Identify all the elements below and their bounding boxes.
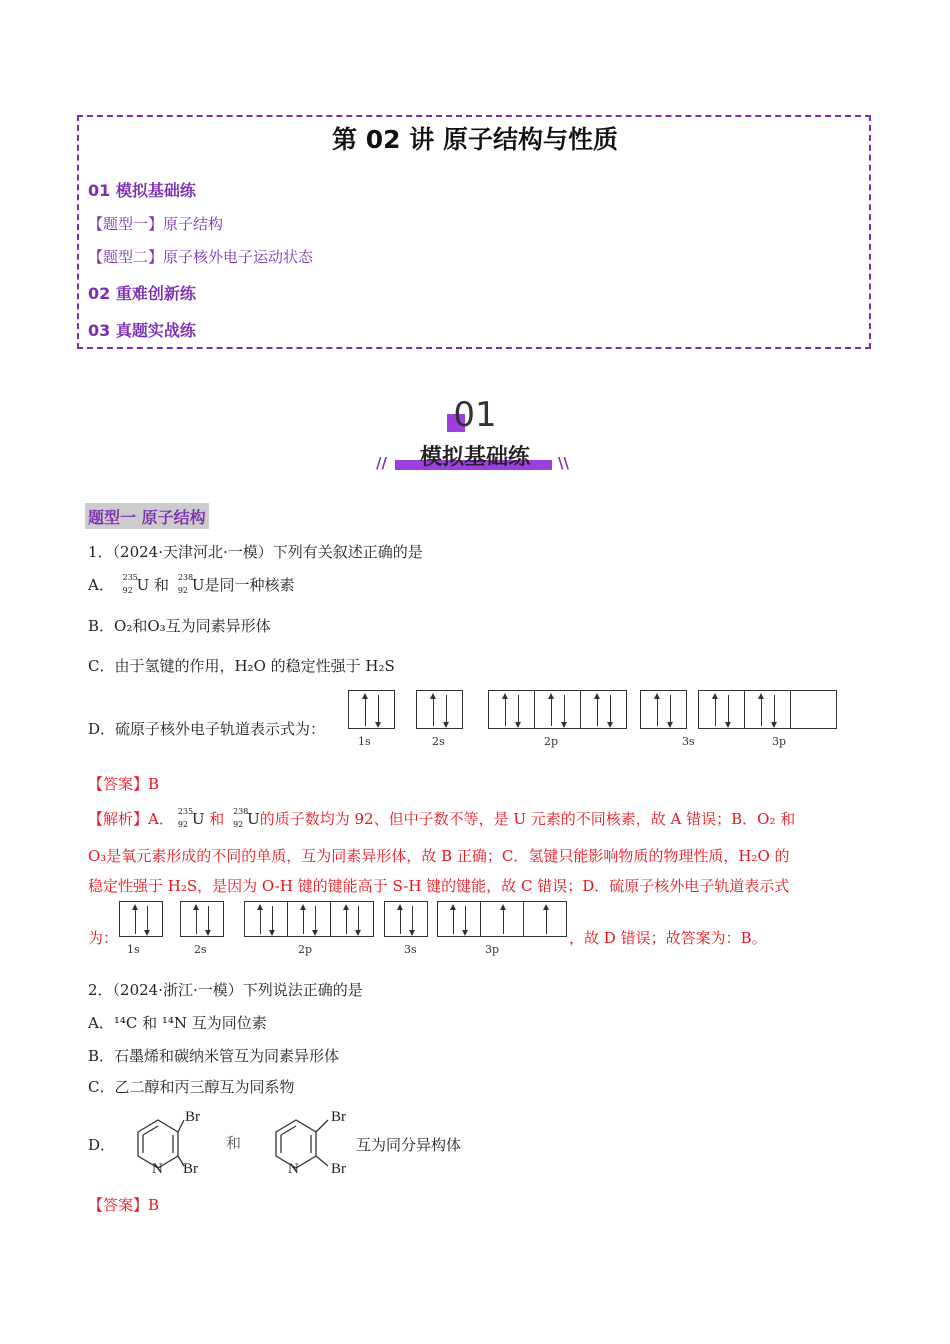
- q1-option-a: [88, 574, 295, 595]
- orbital-group-2s: [180, 901, 224, 937]
- spin-up-arrow: [761, 695, 762, 726]
- orbital-label-1s: 1s: [358, 735, 371, 748]
- spin-down-arrow: [465, 906, 466, 934]
- toc-item-type1[interactable]: 【题型一】原子结构: [88, 215, 224, 233]
- spin-down-arrow: [610, 695, 611, 726]
- q1-option-d: D．硫原子核外电子轨道表示式为：: [88, 720, 326, 738]
- q1-option-b: [88, 615, 271, 636]
- mol2-br-top: Br: [331, 1109, 346, 1125]
- q1-stem: 1．（2024·天津河北·一模）下列有关叙述正确的是: [88, 543, 423, 561]
- orbital-cell: [640, 690, 687, 729]
- spin-down-arrow: [446, 695, 447, 726]
- q1-option-c: C．由于氢键的作用，H₂O 的稳定性强于 H₂S: [88, 657, 395, 675]
- spin-down-arrow: [670, 695, 671, 726]
- orbital-cell: [348, 690, 395, 729]
- q1-a-sym1: U: [136, 576, 150, 594]
- spin-up-arrow: [260, 906, 261, 934]
- spin-up-arrow: [551, 695, 552, 726]
- spin-down-arrow: [412, 906, 413, 934]
- molecule-1-structure: [110, 1100, 210, 1180]
- orbital-cell: [244, 901, 288, 937]
- q2-stem: 2．（2024·浙江·一模）下列说法正确的是: [88, 981, 363, 999]
- orbital-cell: [180, 901, 224, 937]
- orbital-group-3s: [640, 690, 687, 729]
- orbital-label-2p: 2p: [298, 943, 313, 956]
- spin-down-arrow: [315, 906, 316, 934]
- page-title: 第 02 讲 原子结构与性质: [332, 125, 618, 154]
- q1-analysis-line2: O₃是氧元素形成的不同的单质，互为同素异形体，故 B 正确；C．氢键只能影响物质的物理性质，H₂O 的: [88, 847, 790, 865]
- toc-item-type2[interactable]: 【题型二】原子核外电子运动状态: [88, 248, 314, 266]
- q1-b-text: O₂和O₃互为同素异形体: [114, 617, 271, 635]
- spin-down-arrow: [378, 695, 379, 726]
- orbital-cell: [488, 690, 535, 729]
- q1-a-prefix: A．: [88, 576, 114, 594]
- spin-up-arrow: [546, 906, 547, 934]
- orbital-label-1s: 1s: [127, 943, 140, 956]
- spin-up-arrow: [715, 695, 716, 726]
- spin-down-arrow: [564, 695, 565, 726]
- orbital-cell: [437, 901, 481, 937]
- mol2-br-bottom: Br: [331, 1161, 346, 1177]
- orbital-group-3p: [698, 690, 837, 729]
- q1-answer: 【答案】B: [88, 775, 160, 793]
- spin-down-arrow: [774, 695, 775, 726]
- orbital-label-3s: 3s: [682, 735, 695, 748]
- spin-down-arrow: [518, 695, 519, 726]
- orbital-cell: [416, 690, 463, 729]
- orbital-cell: [330, 901, 374, 937]
- q2-option-d-suffix: 互为同分异构体: [356, 1136, 462, 1154]
- spin-up-arrow: [135, 906, 136, 934]
- orbital-cell: [744, 690, 791, 729]
- molecule-2-structure: [258, 1100, 358, 1180]
- mol1-br-top: Br: [185, 1109, 200, 1125]
- spin-down-arrow: [208, 906, 209, 934]
- section-title: 模拟基础练: [419, 445, 530, 470]
- spin-up-arrow: [657, 695, 658, 726]
- toc-item-mock[interactable]: 01 模拟基础练: [88, 181, 196, 200]
- orbital-cell: [384, 901, 428, 937]
- q2-option-b: B．石墨烯和碳纳米管互为同素异形体: [88, 1047, 340, 1065]
- orbital-cell: [580, 690, 627, 729]
- orbital-group-3p: [437, 901, 567, 937]
- spin-down-arrow: [272, 906, 273, 934]
- spin-up-arrow: [433, 695, 434, 726]
- type-label: 题型一 原子结构: [85, 503, 209, 529]
- mol1-br-bottom: Br: [183, 1161, 198, 1177]
- q1-analysis-line1: 【解析】A． 235 92 U 和 238 92 U的质子数均为 92、但中子数不等，是 U 元素的不同核素，故 A 错误；B．O₂ 和: [88, 807, 796, 829]
- orbital-group-1s: [348, 690, 395, 729]
- isotope-u238: 238 92: [177, 573, 194, 595]
- orbital-label-3p: 3p: [772, 735, 787, 748]
- toc-item-hard[interactable]: 02 重难创新练: [88, 284, 196, 303]
- orbital-group-3s: [384, 901, 428, 937]
- section-number: 01: [453, 395, 497, 435]
- spin-up-arrow: [597, 695, 598, 726]
- orbital-cell: [480, 901, 524, 937]
- spin-down-arrow: [147, 906, 148, 934]
- spin-up-arrow: [365, 695, 366, 726]
- mol1-n: N: [152, 1161, 163, 1177]
- spin-up-arrow: [303, 906, 304, 934]
- q1-b-prefix: B．: [88, 617, 115, 635]
- q2-option-a: A．¹⁴C 和 ¹⁴N 互为同位素: [88, 1014, 267, 1032]
- spin-up-arrow: [400, 906, 401, 934]
- orbital-cell: [534, 690, 581, 729]
- right-slash-icon: \\: [558, 454, 569, 472]
- q1-a-suffix: 是同一种核素: [204, 576, 295, 594]
- orbital-label-2s: 2s: [194, 943, 207, 956]
- orbital-label-2p: 2p: [544, 735, 559, 748]
- isotope-u235: 235 92: [122, 573, 138, 595]
- spin-up-arrow: [453, 906, 454, 934]
- spin-up-arrow: [505, 695, 506, 726]
- spin-up-arrow: [503, 906, 504, 934]
- orbital-group-1s: [119, 901, 163, 937]
- q1-a-sym2: U: [191, 576, 205, 594]
- q1-analysis-line4-prefix: 为：: [88, 929, 119, 947]
- left-slash-icon: //: [376, 454, 387, 472]
- q1-analysis-line3: 稳定性强于 H₂S，是因为 O-H 键的键能高于 S-H 键的键能，故 C 错误；D．硫原子核外电子轨道表示式: [88, 877, 790, 895]
- orbital-group-2s: [416, 690, 463, 729]
- spin-down-arrow: [728, 695, 729, 726]
- spin-down-arrow: [358, 906, 359, 934]
- spin-up-arrow: [346, 906, 347, 934]
- spin-up-arrow: [196, 906, 197, 934]
- orbital-label-3p: 3p: [485, 943, 500, 956]
- mol2-n: N: [288, 1161, 299, 1177]
- toc-item-real[interactable]: 03 真题实战练: [88, 321, 196, 340]
- orbital-group-2p: [488, 690, 627, 729]
- orbital-cell: [698, 690, 745, 729]
- orbital-label-3s: 3s: [404, 943, 417, 956]
- q2-option-d-mid: 和: [226, 1134, 242, 1152]
- orbital-cell: [790, 690, 837, 729]
- q1-analysis-line4-suffix: ，故 D 错误；故答案为：B。: [569, 929, 767, 947]
- orbital-cell: [287, 901, 331, 937]
- orbital-cell: [119, 901, 163, 937]
- orbital-group-2p: [244, 901, 374, 937]
- orbital-label-2s: 2s: [432, 735, 445, 748]
- q2-option-c: C．乙二醇和丙三醇互为同系物: [88, 1078, 295, 1096]
- orbital-cell: [523, 901, 567, 937]
- q2-answer: 【答案】B: [88, 1196, 160, 1214]
- q1-a-mid: 和: [149, 576, 174, 594]
- q2-option-d-prefix: D．: [88, 1136, 116, 1154]
